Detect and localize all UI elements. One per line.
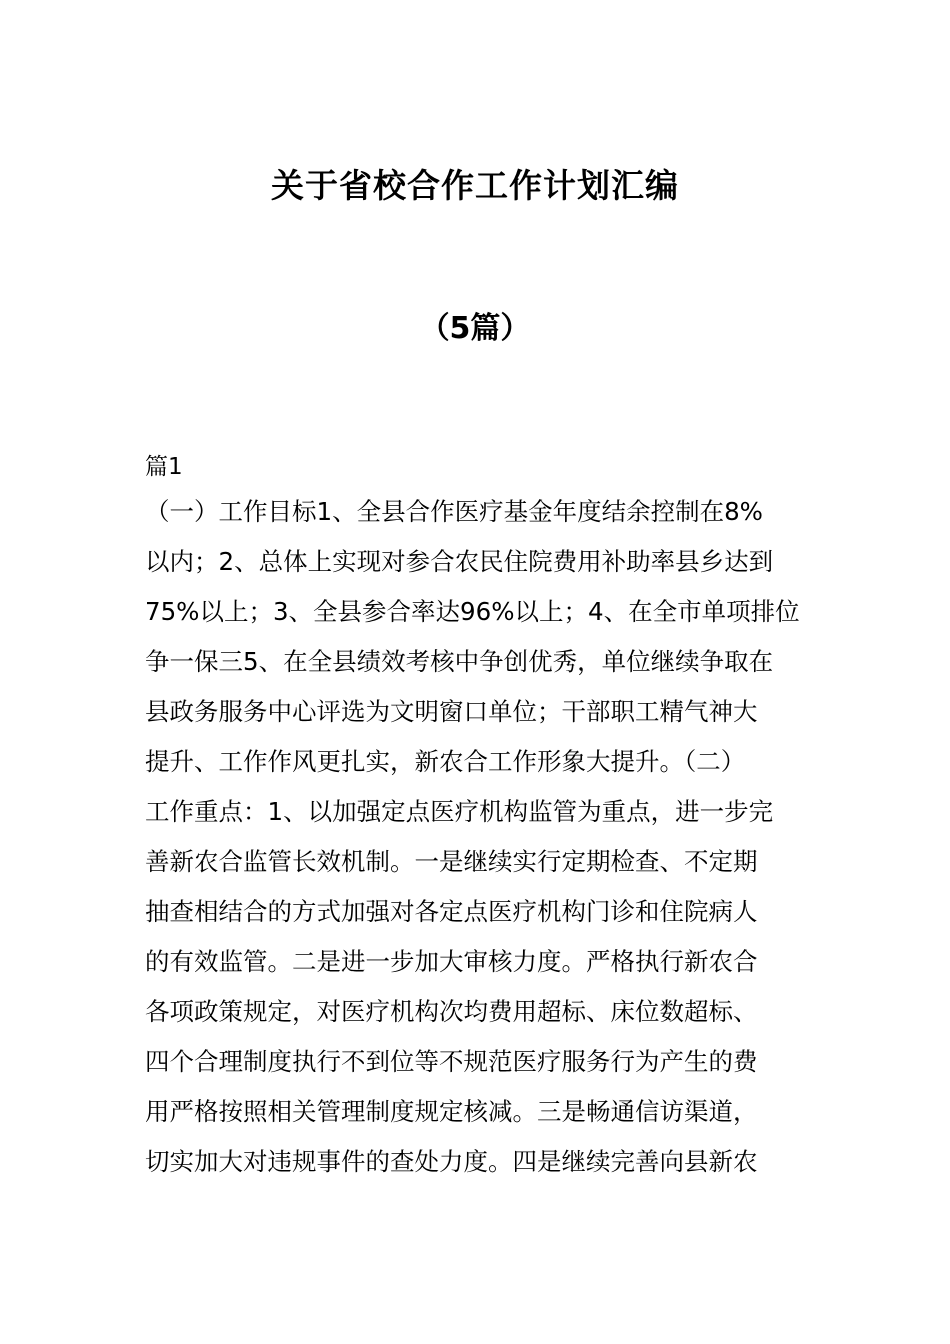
text-line: 提升、工作作风更扎实，新农合工作形象大提升。（二）: [145, 747, 746, 776]
text-line: 各项政策规定，对医疗机构次均费用超标、床位数超标、: [145, 997, 758, 1026]
text-line: （一）工作目标1、全县合作医疗基金年度结余控制在8%: [145, 497, 763, 526]
text-line: 的有效监管。二是进一步加大审核力度。严格执行新农合: [145, 947, 758, 976]
body-text: [145, 492, 815, 1192]
text-line: 75%以上；3、全县参合率达96%以上；4、在全市单项排位: [145, 597, 800, 626]
text-line: 四个合理制度执行不到位等不规范医疗服务行为产生的费: [145, 1047, 758, 1076]
text-line: 用严格按照相关管理制度规定核减。三是畅通信访渠道，: [145, 1097, 758, 1126]
text-line: 县政务服务中心评选为文明窗口单位；干部职工精气神大: [145, 697, 758, 726]
text-line: 以内；2、总体上实现对参合农民住院费用补助率县乡达到: [145, 547, 774, 576]
document-title: 关于省校合作工作计划汇编: [271, 166, 679, 205]
text-line: 抽查相结合的方式加强对各定点医疗机构门诊和住院病人: [145, 897, 758, 926]
document-subtitle: （5篇）: [419, 311, 531, 346]
section-label: 篇1: [145, 454, 183, 480]
text-line: 争一保三5、在全县绩效考核中争创优秀，单位继续争取在: [145, 647, 774, 676]
text-line: 工作重点：1、以加强定点医疗机构监管为重点，进一步完: [145, 797, 774, 826]
text-line: 善新农合监管长效机制。一是继续实行定期检查、不定期: [145, 847, 758, 876]
text-line: 切实加大对违规事件的查处力度。四是继续完善向县新农: [145, 1147, 758, 1176]
